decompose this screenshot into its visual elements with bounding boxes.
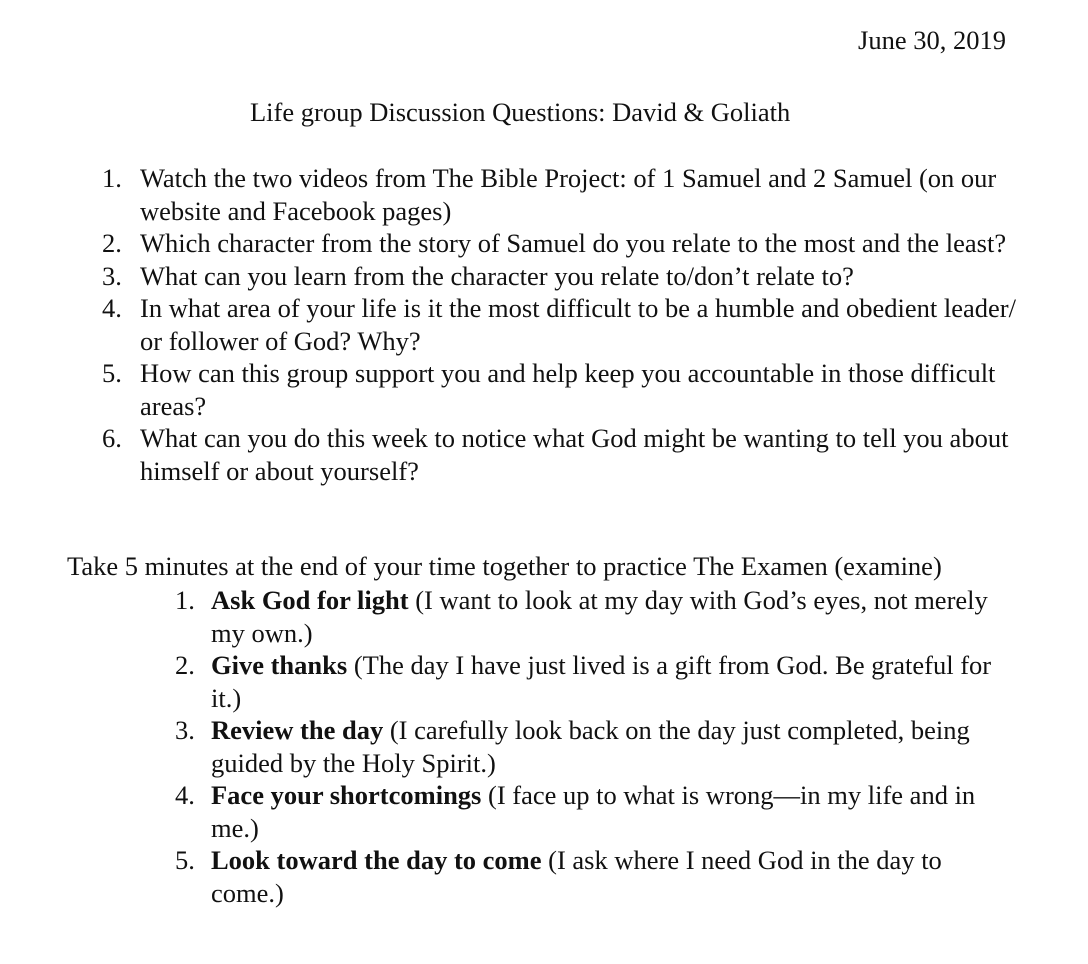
examen-step-text: (I face up to what is wrong—in my life and in me.): [211, 780, 976, 843]
examen-step-title: Face your shortcomings: [211, 780, 482, 810]
examen-step: [175, 779, 1015, 844]
examen-step-text: (I carefully look back on the day just completed, being guided by the Holy Spirit.): [211, 715, 970, 778]
examen-step-text: (I ask where I need God in the day to come.): [211, 845, 942, 908]
question-number: 6.: [102, 423, 122, 453]
examen-step: [175, 714, 1015, 779]
question-number: 1.: [102, 163, 122, 193]
examen-steps-list: [175, 584, 1015, 909]
question-item: [102, 227, 1022, 260]
question-number: 5.: [102, 358, 122, 388]
examen-step-text: (I want to look at my day with God’s eyes, not merely my own.): [211, 585, 988, 648]
question-text: Watch the two videos from The Bible Project: of 1 Samuel and 2 Samuel (on our website and Facebook pages): [140, 163, 997, 226]
question-text: In what area of your life is it the most difficult to be a humble and obedient leader/ or follower of God? Why?: [140, 293, 1016, 356]
question-number: 3.: [102, 260, 122, 291]
question-item: [102, 292, 1022, 357]
examen-step: [175, 649, 1015, 714]
examen-step: [175, 844, 1015, 909]
question-text: What can you do this week to notice what God might be wanting to tell you about himself or about yourself?: [140, 423, 1009, 486]
examen-step-number: 3.: [175, 715, 195, 745]
examen-intro: Take 5 minutes at the end of your time together to practice The Examen (examine): [67, 551, 942, 581]
examen-step-title: Ask God for light: [211, 585, 409, 615]
examen-step-title: Look toward the day to come: [211, 845, 542, 875]
question-item: [102, 162, 1022, 227]
question-number: 2.: [102, 228, 122, 258]
question-number: 4.: [102, 293, 122, 323]
examen-step-number: 1.: [175, 585, 195, 615]
question-text: How can this group support you and help keep you accountable in those difficult areas?: [140, 358, 996, 421]
examen-step-text: (The day I have just lived is a gift from God. Be grateful for it.): [211, 650, 992, 713]
question-item: [102, 260, 1022, 293]
examen-step-title: Review the day: [211, 715, 384, 745]
examen-step-number: 4.: [175, 780, 195, 810]
question-item: [102, 357, 1022, 422]
question-item: [102, 422, 1022, 487]
examen-step-title: Give thanks: [211, 650, 348, 680]
question-text: What can you learn from the character you relate to/don’t relate to?: [140, 260, 854, 291]
discussion-questions-list: [102, 162, 1022, 487]
examen-step: [175, 584, 1015, 649]
examen-step-number: 2.: [175, 650, 195, 680]
examen-step-number: 5.: [175, 845, 195, 875]
question-text: Which character from the story of Samuel do you relate to the most and the least?: [140, 228, 1007, 258]
document-date: June 30, 2019: [858, 25, 1006, 55]
document-title: Life group Discussion Questions: David & Goliath: [250, 97, 791, 127]
